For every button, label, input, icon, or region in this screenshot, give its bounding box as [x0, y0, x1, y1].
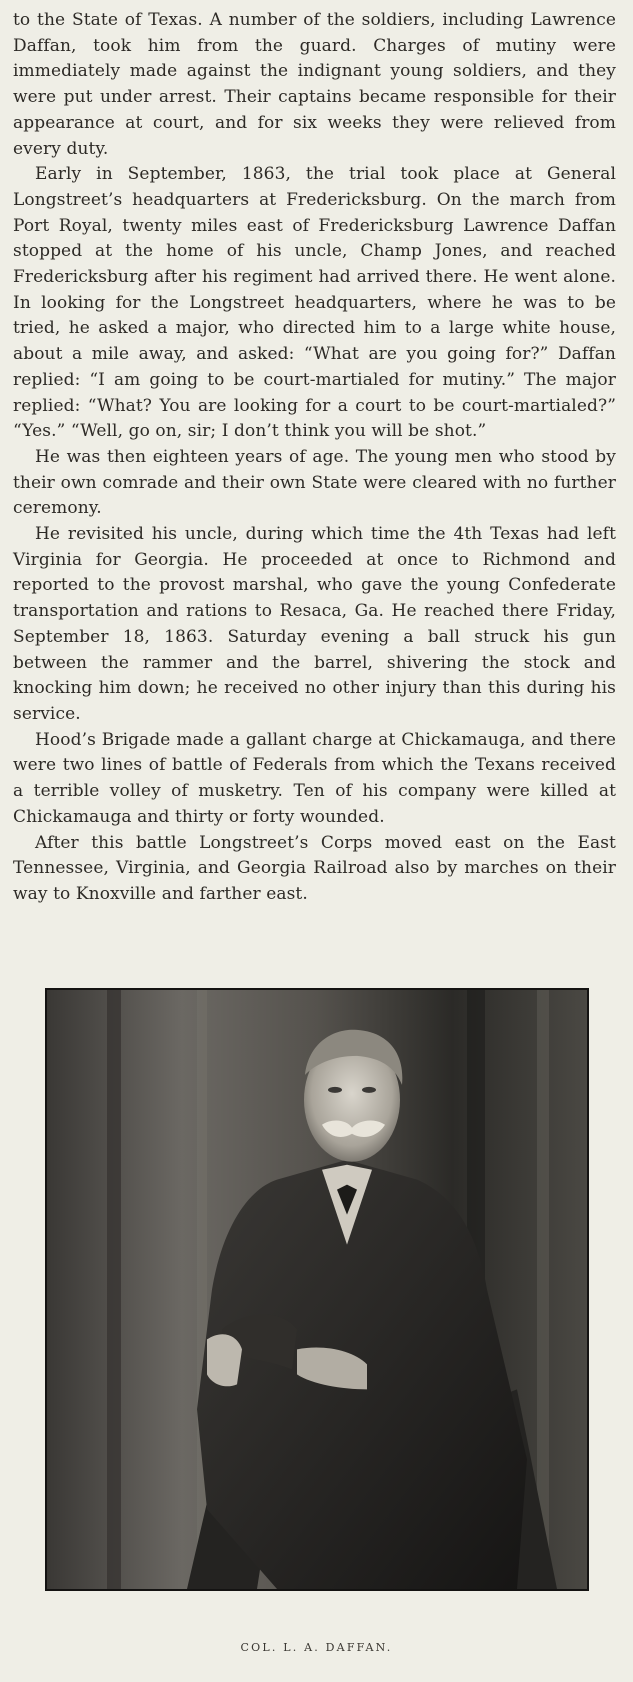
paragraph-1: to the State of Texas. A number of the soldiers, including Lawrence Daffan, took him from the guard. Charges of mutiny were immediately made against the indignant young soldiers, and they were put under arrest. Their captains became responsible for their appearance at court, and for six weeks they were relieved from every duty. — [13, 10, 616, 159]
paragraph-4: He revisited his uncle, during which time the 4th Texas had left Virginia for Georgia. He proceeded at once to Richmond and reported to the provost marshal, who gave the young Confederate transportation and rations to Resaca, Ga. He reached there Friday, September 18, 1863. Saturday evening a ball struck his gun between the rammer and the barrel, shivering the stock and knocking him down; he received no other injury than this during his service. — [13, 524, 616, 724]
portrait-photograph — [45, 988, 589, 1591]
paragraph-3: He was then eighteen years of age. The young men who stood by their own comrade and their own State were cleared with no further ceremony. — [13, 446, 616, 519]
paragraph-6: After this battle Longstreet’s Corps moved east on the East Tennessee, Virginia, and Georgia Railroad also by marches on their way to Knoxville and farther east. — [13, 832, 616, 904]
paragraph-2: Early in September, 1863, the trial took place at General Longstreet’s headquarters at Fredericksburg. On the march from Port Royal, twenty miles east of Fredericksburg Lawrence Daffan stopped at the home of his uncle, Champ Jones, and reached Fredericksburg after his regiment had arrived there. He went alone. In looking for the Longstreet headquarters, where he was to be tried, he asked a major, who directed him to a large white house, about a mile away, and asked: “What are you going for?” Daffan replied: “I am going to be court-martialed for mutiny.” The major replied: “What? You are looking for a court to be court-martialed?” “Yes.” “Well, go on, sir; I don’t think you will be shot.” — [13, 164, 616, 442]
paragraph-5: Hood’s Brigade made a gallant charge at Chickamauga, and there were two lines of battle of Federals from which the Texans received a terrible volley of musketry. Ten of his company were killed at Chickamauga and thirty or forty wounded. — [13, 729, 616, 827]
body-text — [13, 8, 616, 908]
portrait-image — [47, 990, 587, 1589]
photo-caption: COL. L. A. DAFFAN. — [240, 1641, 393, 1654]
